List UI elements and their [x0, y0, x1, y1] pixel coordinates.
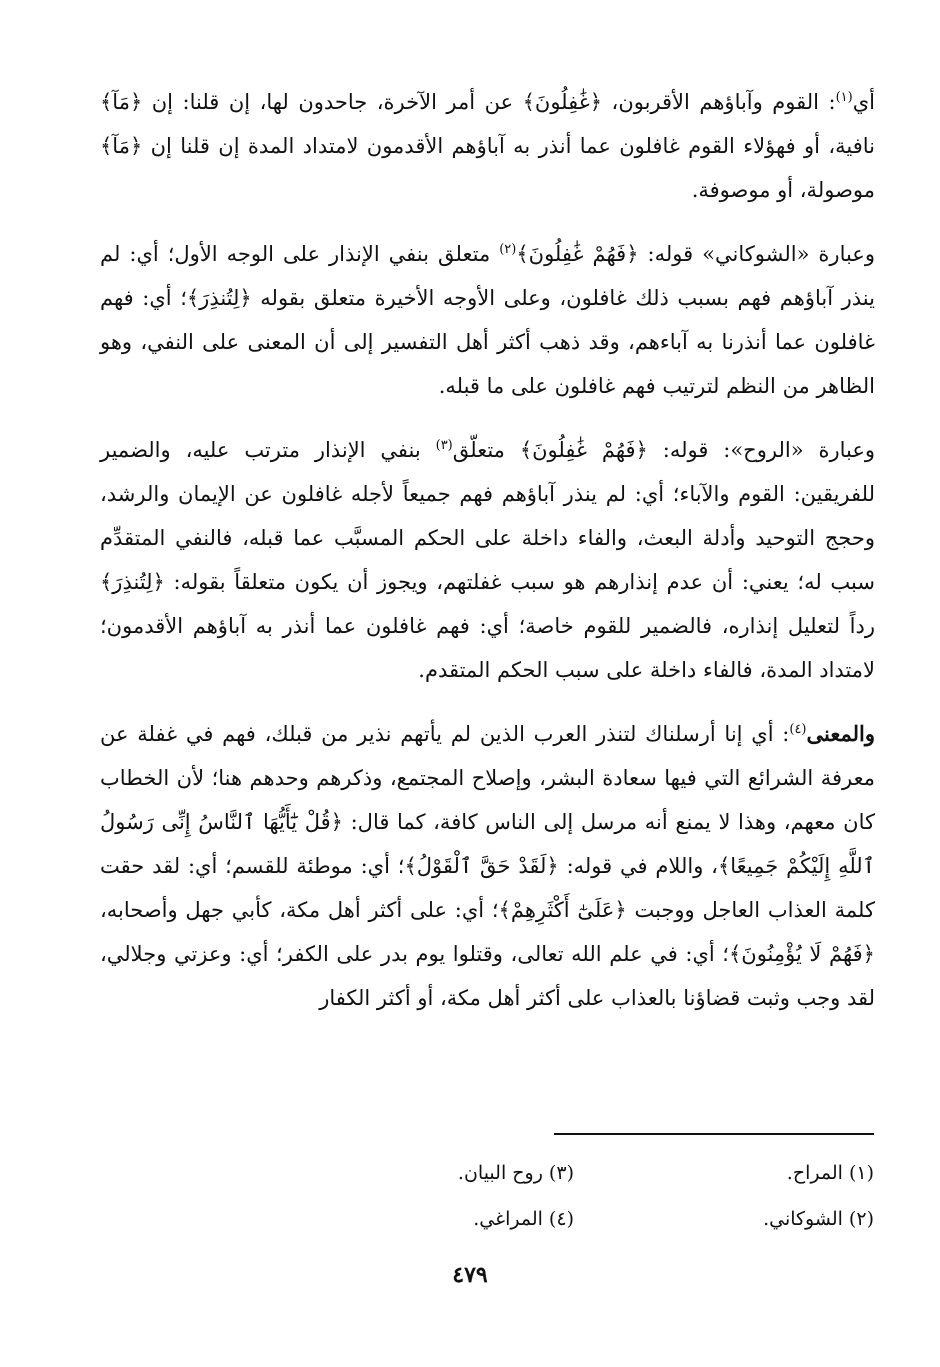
text-line: ما قبله. — [438, 374, 505, 398]
footnote-row — [274, 1150, 874, 1196]
footnote-ref-1[interactable]: (١) — [835, 90, 853, 105]
text-line: قلنا: إن ﴿مَآ﴾ نافية، أو فهؤلاء القوم غافلون عما أنذر به آباؤهم الأقدمون لامتداد — [100, 90, 875, 158]
paragraph-2 — [100, 232, 875, 408]
paragraph-4 — [100, 712, 875, 1020]
text-line: كما قال: ﴿قُلْ يَٰٓأَيُّهَا ٱلنَّاسُ إِنِّى رَسُولُ ٱللَّهِ إِلَيْكُمْ جَمِيعًا﴾، واللام في قوله: — [100, 810, 875, 878]
text-line: المسبَّب عما قبله، فالنفي المتقدِّم سبب له؛ يعني: أن عدم إنذارهم هو سبب — [100, 526, 875, 594]
text-line: وعبارة «الروح»: قوله: ﴿فَهُمْ غَٰفِلُونَ﴾ متعلّق$^{(٣)}$ بنفي الإنذار مترتب عليه، — [185, 438, 875, 462]
text-line: أي$^{(١)}$: القوم وآباؤهم الأقربون، ﴿غَٰفِلُونَ﴾ عن أمر الآخرة، جاحدون لها، إن — [228, 90, 875, 114]
text-line: ووجبت ﴿عَلَىٰٓ أَكْثَرِهِمْ﴾؛ أي: على أكثر أهل مكة، كأبي جهل وأصحابه، ﴿فَهُمْ لَا — [100, 898, 875, 966]
text-line: وحدهم هنا؛ لأن الخطاب كان معهم، وهذا لا يمنع أنه مرسل إلى الناس كافة، — [100, 766, 875, 834]
footnote-row — [274, 1196, 874, 1242]
footnote-1: (١) المراح. — [786, 1162, 874, 1184]
text-line: والمعنى$^{(٤)}$: أي إنا أرسلناك لتنذر العرب الذين لم يأتهم نذير من قبلك، فهم — [222, 721, 875, 746]
footnote-ref-3[interactable]: (٣) — [435, 438, 453, 453]
text-line: التفسير إلى أن المعنى على النفي، وهو الظاهر من النظم لترتيب فهم غافلون على — [100, 330, 875, 398]
text-line: داخلة على سبب الحكم المتقدم. — [418, 658, 697, 682]
text-line: وعبارة «الشوكاني» قوله: ﴿فَهُمْ غَٰفِلُونَ﴾$^{(٢)}$ متعلق بنفي الإنذار على الوجه — [226, 242, 875, 266]
footnote-ref-4[interactable]: (٤) — [789, 722, 807, 737]
text-line: عن الإيمان والرشد، وحجج التوحيد وأدلة البعث، والفاء داخلة على الحكم — [100, 482, 875, 550]
text-line: غفلتهم، ويجوز أن يكون متعلقاً بقوله: ﴿لِتُنذِرَ﴾ رداً لتعليل إنذاره، فالضمير للقوم — [100, 570, 875, 638]
text-line: المدة إن قلنا إن ﴿مَآ﴾ موصولة، أو موصوفة. — [100, 134, 875, 202]
text-line: في غفلة عن معرفة الشرائع التي فيها سعادة البشر، وإصلاح المجتمع، وذكرهم — [100, 722, 875, 790]
text-line: يُؤْمِنُونَ﴾؛ أي: في علم الله تعالى، وقتلوا يوم بدر على الكفر؛ أي: وعزتي — [173, 942, 802, 966]
footnote-2: (٢) الشوكاني. — [763, 1208, 874, 1230]
heading-meaning: والمعنى — [806, 721, 875, 746]
text-line: ﴿لَقَدْ حَقَّ ٱلْقَوْلُ﴾؛ أي: موطئة للقسم؛ أي: لقد حقت كلمة العذاب العاجل — [100, 854, 875, 922]
paragraph-1 — [100, 80, 875, 212]
text-line: الأول؛ أي: لم ينذر آباؤهم فهم بسبب ذلك غافلون، وعلى الأوجه الأخيرة متعلق — [100, 242, 875, 310]
footnotes — [274, 1150, 874, 1242]
text-line: بقوله ﴿لِتُنذِرَ﴾؛ أي: فهم غافلون عما أنذرنا به آباءهم، وقد ذهب أكثر أهل — [100, 286, 875, 354]
footnote-3: (٣) روح البيان. — [457, 1162, 574, 1184]
text-line: خاصة؛ أي: فهم غافلون عما أنذر به آباؤهم الأقدمون؛ لامتداد المدة، فالفاء — [100, 614, 875, 682]
footnote-divider — [554, 1133, 874, 1135]
footnote-ref-2[interactable]: (٢) — [499, 242, 517, 257]
footnote-4: (٤) المراغي. — [473, 1208, 574, 1230]
text-line: والضمير للفريقين: القوم والآباء؛ أي: لم ينذر آباؤهم فهم جميعاً لأجله غافلون — [100, 438, 875, 506]
page-number: ٤٧٩ — [452, 1262, 488, 1288]
paragraph-3 — [100, 428, 875, 692]
page-body — [100, 80, 875, 1020]
text-line: وجلالي، لقد وجب وثبت قضاؤنا بالعذاب على أكثر أهل مكة، أو أكثر الكفار — [100, 942, 875, 1010]
